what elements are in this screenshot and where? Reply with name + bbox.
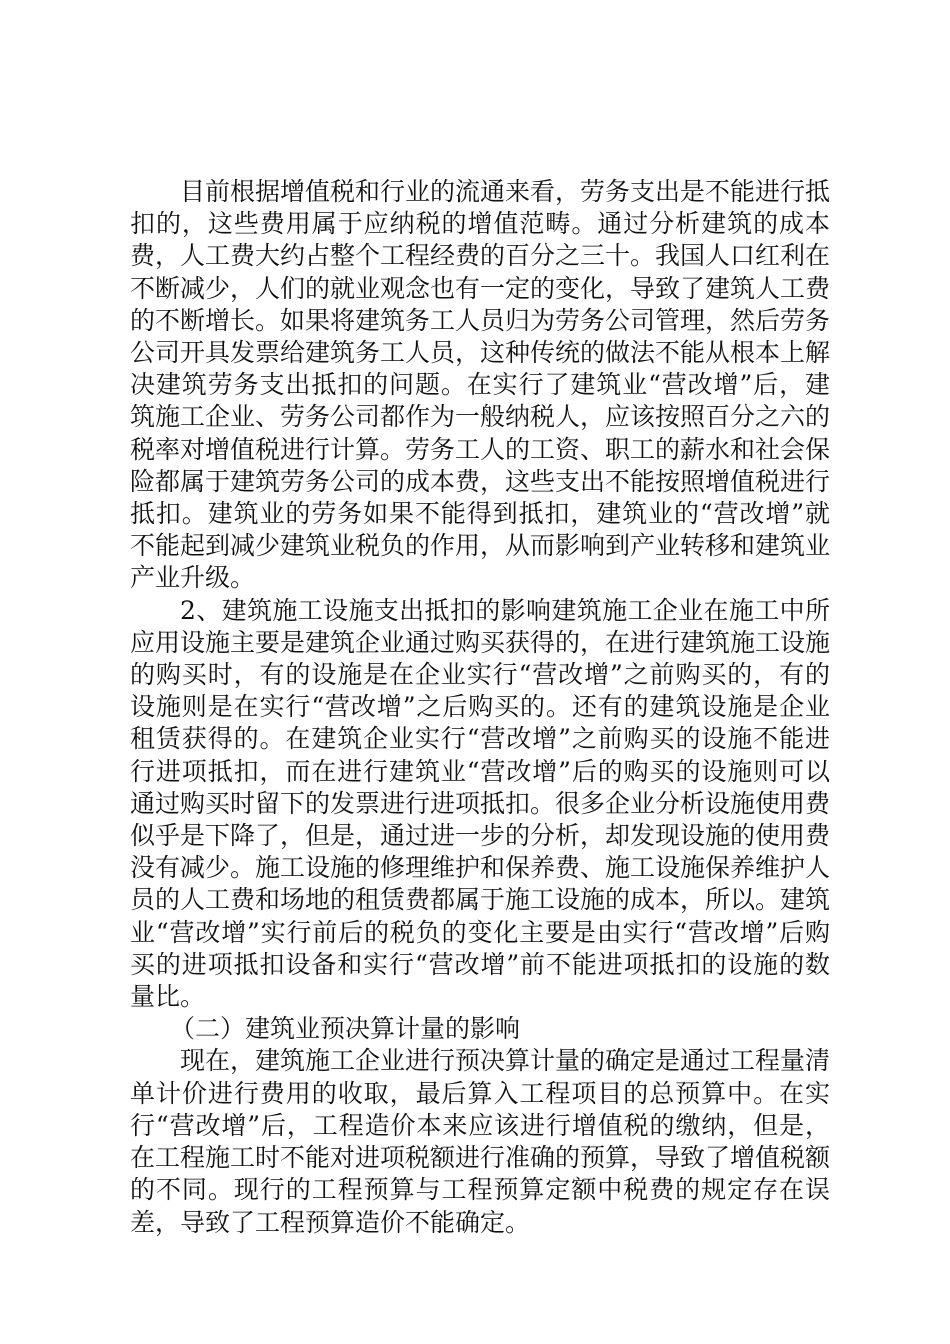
paragraph-equipment-deduction: 2、建筑施工设施支出抵扣的影响建筑施工企业在施工中所应用设施主要是建筑企业通过购买获得的，在进行建筑施工设施的购买时，有的设施是在企业实行“营改增”之前购买的，有的设施则是在实行“营改增”之后购买的。还有的建筑设施是企业租赁获得的。在建筑企业实行“营改增”之前购买的设施不能进行进项抵扣，而在进行建筑业“营改增”后的购买的设施则可以通过购买时留下的发票进行进项抵扣。很多企业分析设施使用费似乎是下降了，但是，通过进一步的分析，却发现设施的使用费没有减少。施工设施的修理维护和保养费、施工设施保养维护人员的人工费和场地的租赁费都属于施工设施的成本，所以。建筑业“营改增”实行前后的税负的变化主要是由实行“营改增”后购买的进项抵扣设备和实行“营改增”前不能进项抵扣的设施的数量比。 bbox=[130, 595, 831, 1012]
paragraph-budget-measurement: 现在，建筑施工企业进行预决算计量的确定是通过工程量清单计价进行费用的收取，最后算入工程项目的总预算中。在实行“营改增”后，工程造价本来应该进行增值税的缴纳，但是，在工程施工时不能对进项税额进行准确的预算，导致了增值税额的不同。现行的工程预算与工程预算定额中税费的规定存在误差，导致了工程预算造价不能确定。 bbox=[130, 1046, 831, 1237]
paragraph-labor-deduction: 目前根据增值税和行业的流通来看，劳务支出是不能进行抵扣的，这些费用属于应纳税的增值范畴。通过分析建筑的成本费，人工费大约占整个工程经费的百分之三十。我国人口红利在不断减少，人们的就业观念也有一定的变化，导致了建筑人工费的不断增长。如果将建筑务工人员归为劳务公司管理，然后劳务公司开具发票给建筑务工人员，这种传统的做法不能从根本上解决建筑劳务支出抵扣的问题。在实行了建筑业“营改增”后，建筑施工企业、劳务公司都作为一般纳税人，应该按照百分之六的税率对增值税进行计算。劳务工人的工资、职工的薪水和社会保险都属于建筑劳务公司的成本费，这些支出不能按照增值税进行抵扣。建筑业的劳务如果不能得到抵扣，建筑业的“营改增”就不能起到减少建筑业税负的作用，从而影响到产业转移和建筑业产业升级。 bbox=[130, 177, 831, 593]
document-page bbox=[130, 176, 830, 1239]
section-heading-budget: （二）建筑业预决算计量的影响 bbox=[170, 1014, 521, 1044]
